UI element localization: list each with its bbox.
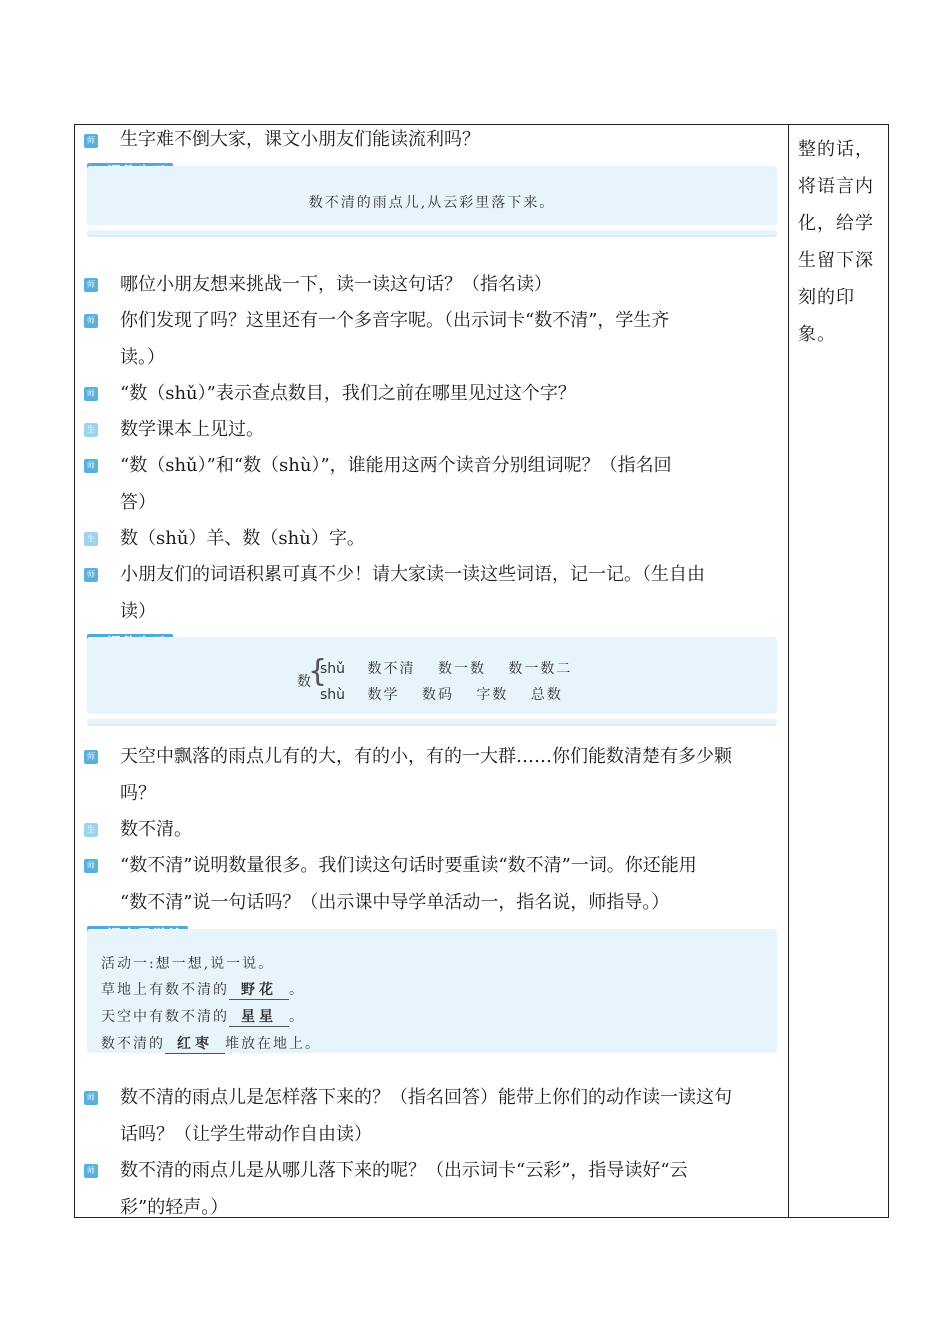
- polyphone-row: shù 数学 数码 字数 总数: [320, 687, 563, 703]
- guide-title: 活动一:想一想,说一说。: [101, 956, 275, 972]
- text-line: 数不清。: [120, 819, 192, 840]
- teacher-mark-icon: 师: [84, 278, 98, 292]
- guide-item: 天空中有数不清的 星星 。: [101, 1006, 305, 1027]
- text-line: 小朋友们的词语积累可真不少！请大家读一读这些词语，记一记。（生自由: [120, 564, 705, 585]
- text-line: 读。）: [120, 347, 165, 368]
- side-note-line: 整的话，: [798, 139, 874, 160]
- side-note-line: 生留下深: [798, 250, 874, 271]
- teacher-mark-icon: 师: [84, 1164, 98, 1178]
- text-line: 哪位小朋友想来挑战一下，读一读这句话？（指名读）: [120, 274, 552, 295]
- polyphone-row: shǔ 数不清 数一数 数一数二: [320, 661, 573, 677]
- guide-item: 数不清的 红枣 堆放在地上。: [101, 1033, 321, 1054]
- text-line: “数（shǔ）”和“数（shù）”，谁能用这两个读音分别组词呢？（指名回: [120, 455, 672, 476]
- side-note-line: 象。: [798, 324, 836, 345]
- text-line: “数不清”说明数量很多。我们读这句话时要重读“数不清”一词。你还能用: [120, 855, 697, 876]
- text-line: 数不清的雨点儿是怎样落下来的？（指名回答）能带上你们的动作读一读这句: [120, 1087, 732, 1108]
- guide-panel: [87, 926, 777, 1060]
- teacher-mark-icon: 师: [84, 1091, 98, 1105]
- courseware-sentence: 数不清的雨点儿,从云彩里落下来。: [308, 195, 556, 211]
- courseware-panel-2: 数 { shǔ 数不清 数一数 数一数二 shù 数学 数码 字数 总数: [87, 634, 777, 726]
- student-mark-icon: 生: [84, 532, 98, 546]
- text-line: 数（shǔ）羊、数（shù）字。: [120, 528, 365, 549]
- text-line: “数不清”说一句话吗？（出示课中导学单活动一，指名说，师指导。）: [120, 892, 670, 913]
- student-mark-icon: 生: [84, 423, 98, 437]
- text-line: 答）: [120, 492, 156, 513]
- text-line: 彩”的轻声。）: [120, 1197, 229, 1218]
- teacher-mark-icon: 师: [84, 134, 98, 148]
- teacher-mark-icon: 师: [84, 568, 98, 582]
- side-note-line: 刻的印: [798, 287, 855, 308]
- teacher-mark-icon: 师: [84, 750, 98, 764]
- text-line: 数不清的雨点儿是从哪儿落下来的呢？（出示词卡“云彩”，指导读好“云: [120, 1160, 688, 1181]
- text-line: 你们发现了吗？这里还有一个多音字呢。（出示词卡“数不清”，学生齐: [120, 310, 670, 331]
- teacher-mark-icon: 师: [84, 859, 98, 873]
- teacher-mark-icon: 师: [84, 387, 98, 401]
- text-line: 话吗？（让学生带动作自由读）: [120, 1124, 372, 1145]
- text-line: 吗？: [120, 783, 156, 804]
- lesson-table: [74, 124, 889, 1218]
- student-mark-icon: 生: [84, 823, 98, 837]
- teaching-process-column: [75, 125, 788, 1217]
- design-intent-column: [789, 125, 889, 353]
- side-note-line: 将语言内: [798, 176, 874, 197]
- guide-item: 草地上有数不清的 野花 。: [101, 979, 305, 1000]
- courseware-panel-1: [87, 163, 777, 237]
- polyphone-char: 数: [297, 674, 313, 690]
- text-line: “数（shǔ）”表示查点数目，我们之前在哪里见过这个字？: [120, 383, 576, 404]
- side-note-line: 化，给学: [798, 213, 874, 234]
- text-line: 读）: [120, 601, 156, 622]
- text-line: 生字难不倒大家，课文小朋友们能读流利吗？: [120, 129, 480, 150]
- text-line: 天空中飘落的雨点儿有的大，有的小，有的一大群……你们能数清楚有多少颗: [120, 746, 732, 767]
- teacher-mark-icon: 师: [84, 459, 98, 473]
- teacher-mark-icon: 师: [84, 314, 98, 328]
- text-line: 数学课本上见过。: [120, 419, 264, 440]
